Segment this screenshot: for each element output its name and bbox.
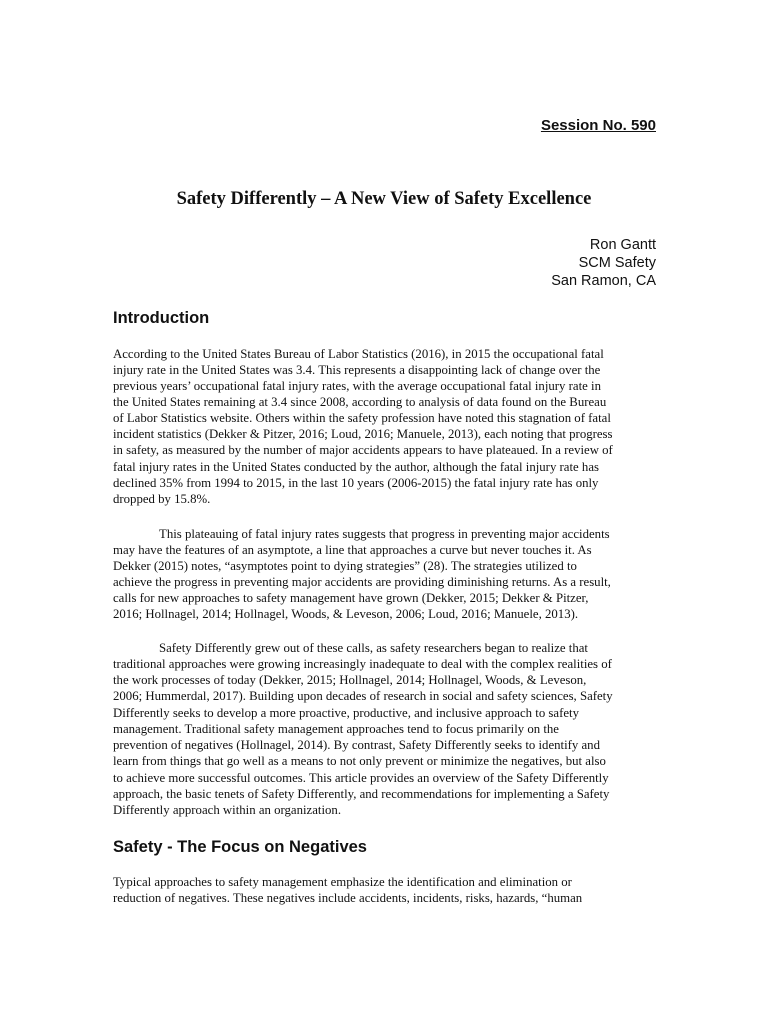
text-line: fatal injury rates in the United States conducted by the author, although the fatal injury rate has bbox=[113, 460, 599, 474]
text-line: reduction of negatives. These negatives include accidents, incidents, risks, hazards, “human bbox=[113, 891, 583, 905]
text-line: of Labor Statistics website. Others within the safety profession have noted this stagnation of fatal bbox=[113, 411, 611, 425]
text-line: the United States remaining at 3.4 since 2008, according to analysis of data found on the Bureau bbox=[113, 395, 607, 409]
text-line: injury rate in the United States was 3.4. This represents a disappointing lack of change over the bbox=[113, 363, 601, 377]
text-line: approach, the basic tenets of Safety Differently, and recommendations for implementing a Safety bbox=[113, 787, 610, 801]
text-line: dropped by 15.8%. bbox=[113, 492, 211, 506]
text-line: Safety Differently grew out of these calls, as safety researchers began to realize that bbox=[159, 641, 588, 655]
text-line: prevention of negatives (Hollnagel, 2014). By contrast, Safety Differently seeks to identify and bbox=[113, 738, 600, 752]
text-line: Dekker (2015) notes, “asymptotes point to dying strategies” (28). The strategies utilized to bbox=[113, 559, 577, 573]
text-line: Typical approaches to safety management emphasize the identification and elimination or bbox=[113, 875, 572, 889]
section-heading-negatives: Safety - The Focus on Negatives bbox=[113, 838, 367, 856]
paper-title: Safety Differently – A New View of Safety Excellence bbox=[176, 189, 592, 209]
text-line: the work processes of today (Dekker, 2015; Hollnagel, 2014; Hollnagel, Woods, & Leveson, bbox=[113, 673, 587, 687]
author-location: San Ramon, CA bbox=[551, 273, 656, 289]
author-block bbox=[551, 236, 656, 290]
text-line: may have the features of an asymptote, a line that approaches a curve but never touches it. As bbox=[113, 543, 592, 557]
text-line: traditional approaches were growing increasingly inadequate to deal with the complex realities of bbox=[113, 657, 612, 671]
text-line: management. Traditional safety management approaches tend to focus primarily on the bbox=[113, 722, 559, 736]
text-line: to achieve more successful outcomes. This article provides an overview of the Safety Differently bbox=[113, 771, 609, 785]
text-line: calls for new approaches to safety management have grown (Dekker, 2015; Dekker & Pitzer, bbox=[113, 591, 589, 605]
text-line: declined 35% from 1994 to 2015, in the last 10 years (2006-2015) the fatal injury rate has only bbox=[113, 476, 599, 490]
text-line: 2016; Hollnagel, 2014; Hollnagel, Woods, & Leveson, 2006; Loud, 2016; Manuele, 2013). bbox=[113, 607, 579, 621]
text-line: 2006; Hummerdal, 2017). Building upon decades of research in social and safety sciences, Safety bbox=[113, 689, 613, 703]
text-line: Differently approach within an organization. bbox=[113, 803, 342, 817]
author-name: Ron Gantt bbox=[589, 237, 656, 253]
text-line: According to the United States Bureau of Labor Statistics (2016), in 2015 the occupational fatal bbox=[113, 347, 604, 361]
section-heading-introduction: Introduction bbox=[113, 309, 210, 327]
text-line: This plateauing of fatal injury rates suggests that progress in preventing major accidents bbox=[159, 527, 610, 541]
text-line: previous years’ occupational fatal injury rates, with the average occupational fatal injury rate in bbox=[113, 379, 601, 393]
text-line: achieve the progress in preventing major accidents are providing diminishing returns. As a result, bbox=[113, 575, 611, 589]
text-line: learn from things that go well as a means to not only prevent or minimize the negatives, but also bbox=[113, 754, 606, 768]
text-line: incident statistics (Dekker & Pitzer, 2016; Loud, 2016; Manuele, 2013), each noting that progress bbox=[113, 427, 613, 441]
text-line: Differently seeks to develop a more proactive, productive, and inclusive approach to safety bbox=[113, 706, 579, 720]
session-number: Session No. 590 bbox=[540, 117, 656, 134]
text-line: in safety, as measured by the number of major accidents appears to have plateaued. In a review of bbox=[113, 443, 613, 457]
author-company: SCM Safety bbox=[578, 255, 656, 271]
